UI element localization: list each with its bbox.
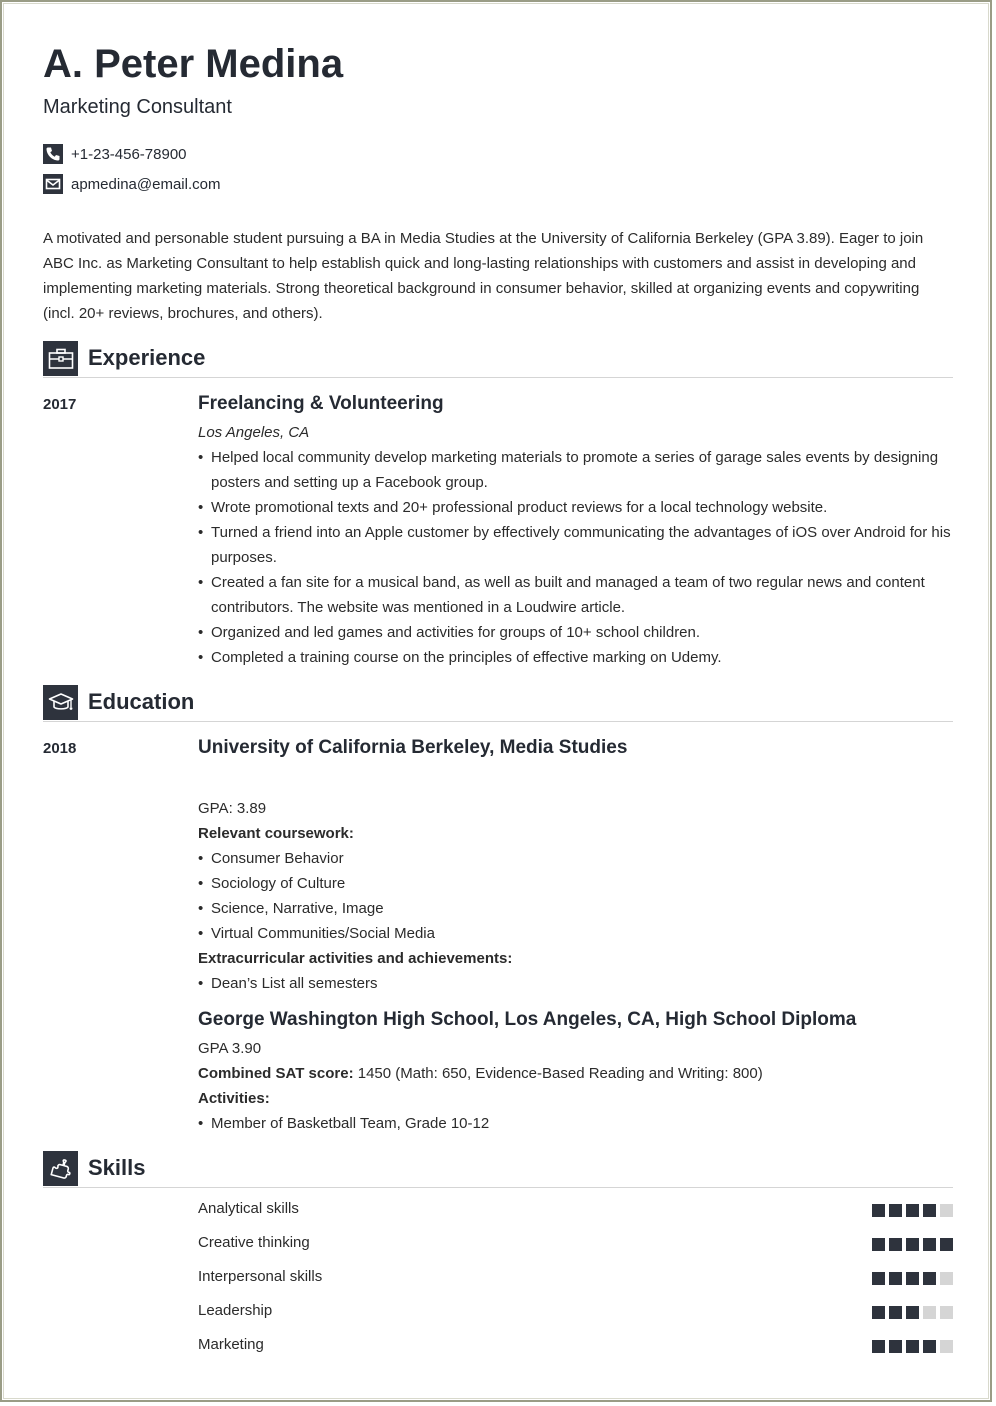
education-heading: Education — [88, 689, 195, 714]
sat-score — [198, 1061, 953, 1086]
rating-dot-filled — [906, 1204, 919, 1217]
skill-rating — [868, 1340, 953, 1353]
experience-location: Los Angeles, CA — [198, 424, 310, 441]
briefcase-icon — [43, 341, 78, 376]
list-item: • Helped local community develop marketing materials to promote a series of garage sales events by designing posters and setting up a Facebook group. — [198, 445, 953, 495]
rating-dot-filled — [872, 1340, 885, 1353]
coursework-label: Relevant coursework: — [198, 825, 354, 842]
rating-dot-filled — [906, 1340, 919, 1353]
list-item: • Member of Basketball Team, Grade 10-12 — [198, 1111, 953, 1136]
list-item: • Dean’s List all semesters — [198, 971, 953, 996]
email-address: apmedina@email.com — [71, 175, 221, 193]
profile-summary: A motivated and personable student pursuing a BA in Media Studies at the University of California Berkeley (GPA 3.89). Eager to join ABC Inc. as Marketing Consultant to help establish quick and long-lasting relationships with customers and assist in developing and implementing marketing materials. Strong theoretical background in consumer behavior, skilled at organizing events and copywriting (incl. 20+ reviews, brochures, and others). — [43, 230, 924, 322]
coursework-list — [198, 846, 953, 946]
skill-name: Marketing — [198, 1336, 264, 1353]
email-icon — [43, 174, 63, 194]
rating-dot-empty — [940, 1204, 953, 1217]
skill-name: Interpersonal skills — [198, 1268, 323, 1285]
list-item: • Completed a training course on the principles of effective marking on Udemy. — [198, 645, 953, 670]
activities-label: Activities: — [198, 1090, 270, 1107]
activities-list — [198, 1111, 953, 1136]
list-item: • Turned a friend into an Apple customer by effectively communicating the advantages of iOS over Android for his purposes. — [198, 520, 953, 570]
skill-row — [198, 1268, 953, 1288]
skill-row — [198, 1336, 953, 1356]
education-section-header — [43, 685, 953, 722]
education-year: 2018 — [43, 740, 77, 757]
skill-rating — [868, 1272, 953, 1285]
list-item: • Organized and led games and activities for groups of 10+ school children. — [198, 620, 953, 645]
rating-dot-filled — [872, 1306, 885, 1319]
list-item: • Created a fan site for a musical band, as well as built and managed a team of two regular news and content contributors. The website was mentioned in a Loudwire article. — [198, 570, 953, 620]
highschool-title: George Washington High School, Los Angeles, CA, High School Diploma — [198, 1009, 857, 1030]
sat-value: 1450 (Math: 650, Evidence-Based Reading and Writing: 800) — [353, 1065, 763, 1082]
university-title: University of California Berkeley, Media Studies — [198, 737, 628, 758]
skill-rating — [868, 1204, 953, 1217]
experience-heading: Experience — [88, 345, 206, 370]
experience-section-header — [43, 341, 953, 378]
skill-rating — [868, 1306, 953, 1319]
extracurricular-list — [198, 971, 953, 996]
phone-icon — [43, 144, 63, 164]
list-item: • Virtual Communities/Social Media — [198, 921, 953, 946]
rating-dot-empty — [940, 1340, 953, 1353]
skills-heading: Skills — [88, 1155, 146, 1180]
experience-bullets — [198, 445, 953, 670]
email-contact[interactable] — [43, 174, 220, 194]
skill-name: Creative thinking — [198, 1234, 310, 1251]
rating-dot-filled — [923, 1238, 936, 1251]
candidate-title: Marketing Consultant — [43, 96, 232, 118]
rating-dot-filled — [889, 1238, 902, 1251]
rating-dot-filled — [923, 1204, 936, 1217]
rating-dot-filled — [872, 1272, 885, 1285]
sat-label: Combined SAT score: — [198, 1065, 354, 1082]
rating-dot-filled — [872, 1238, 885, 1251]
experience-year: 2017 — [43, 396, 77, 413]
skill-rating — [868, 1238, 953, 1251]
skills-section-header — [43, 1151, 953, 1188]
list-item: • Wrote promotional texts and 20+ professional product reviews for a local technology website. — [198, 495, 953, 520]
skill-row — [198, 1200, 953, 1220]
rating-dot-empty — [940, 1306, 953, 1319]
rating-dot-filled — [940, 1238, 953, 1251]
highschool-gpa: GPA 3.90 — [198, 1040, 262, 1057]
skill-row — [198, 1302, 953, 1322]
rating-dot-filled — [889, 1340, 902, 1353]
skill-name: Analytical skills — [198, 1200, 299, 1217]
phone-number: +1-23-456-78900 — [71, 145, 187, 163]
rating-dot-filled — [889, 1306, 902, 1319]
experience-title: Freelancing & Volunteering — [198, 393, 444, 414]
rating-dot-filled — [906, 1306, 919, 1319]
rating-dot-filled — [872, 1204, 885, 1217]
skill-row — [198, 1234, 953, 1254]
rating-dot-filled — [923, 1272, 936, 1285]
list-item: • Science, Narrative, Image — [198, 896, 953, 921]
graduation-cap-icon — [43, 685, 78, 720]
list-item: • Sociology of Culture — [198, 871, 953, 896]
extracurricular-label: Extracurricular activities and achievements: — [198, 950, 513, 967]
rating-dot-empty — [923, 1306, 936, 1319]
list-item: • Consumer Behavior — [198, 846, 953, 871]
rating-dot-filled — [889, 1272, 902, 1285]
skill-name: Leadership — [198, 1302, 273, 1319]
puzzle-icon — [43, 1151, 78, 1186]
rating-dot-empty — [940, 1272, 953, 1285]
university-gpa: GPA: 3.89 — [198, 800, 267, 817]
phone-contact[interactable] — [43, 144, 187, 164]
rating-dot-filled — [906, 1238, 919, 1251]
rating-dot-filled — [923, 1340, 936, 1353]
rating-dot-filled — [906, 1272, 919, 1285]
candidate-name: A. Peter Medina — [43, 42, 344, 86]
rating-dot-filled — [889, 1204, 902, 1217]
